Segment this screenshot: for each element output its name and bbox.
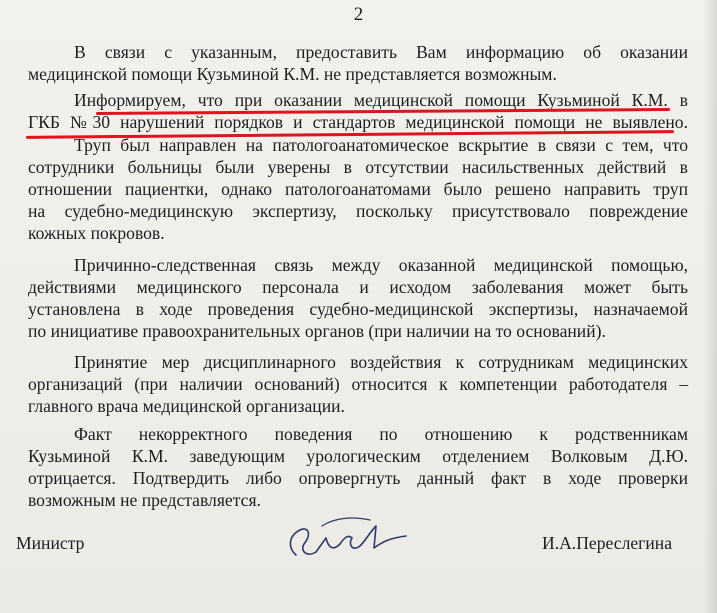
signatory-name: И.А.Переслегина <box>542 533 673 553</box>
text-line: сотрудники больницы были уверены в отсутствии насильственных действий в <box>28 157 688 177</box>
text-line: отношении пациентки, однако патологоанатомами было решено направить труп <box>28 179 688 199</box>
text-line: В связи с указанным, предоставить Вам информацию об оказании <box>74 42 688 62</box>
text-line: возможным не представляется. <box>28 490 261 510</box>
handwritten-signature <box>282 508 412 568</box>
text-line: медицинской помощи Кузьминой К.М. не представляется возможным. <box>28 64 557 84</box>
text-line: отрицается. Подтвердить либо опровергнуть данный факт в ходе проверки <box>28 468 688 488</box>
text-line-highlighted: ГКБ №30 нарушений порядков и стандартов медицинской помощи не выявлено. <box>28 112 688 132</box>
text-line: по инициативе правоохранительных органов (при наличии на то оснований). <box>28 321 606 341</box>
text-line-highlighted: Информируем, что при оказании медицинской помощи Кузьминой К.М. в <box>74 90 688 110</box>
text-line: организаций (при наличии оснований) относится к компетенции работодателя – <box>28 374 688 394</box>
page-number: 2 <box>353 4 364 25</box>
text-line: установлена в ходе проведения судебно-медицинской экспертизы, назначаемой <box>28 299 688 319</box>
text-line: Кузьминой К.М. заведующим урологическим отделением Волковым Д.Ю. <box>28 446 688 466</box>
text-line: главного врача медицинской организации. <box>28 396 345 416</box>
text-line: на судебно-медицинскую экспертизу, поскольку присутствовало повреждение <box>28 201 688 221</box>
text-line: Труп был направлен на патологоанатомическое вскрытие в связи с тем, что <box>74 135 688 155</box>
text-line: Факт некорректного поведения по отношению к родственникам <box>74 424 688 444</box>
text-line: Причинно-следственная связь между оказанной медицинской помощью, <box>74 255 688 275</box>
signatory-position: Министр <box>16 533 85 553</box>
text-line: кожных покровов. <box>28 223 165 243</box>
page-edge-shadow <box>703 0 717 613</box>
text-line: Принятие мер дисциплинарного воздействия к сотрудникам медицинских <box>74 352 688 372</box>
text-line: действиями медицинского персонала и исходом заболевания может быть <box>28 277 688 297</box>
